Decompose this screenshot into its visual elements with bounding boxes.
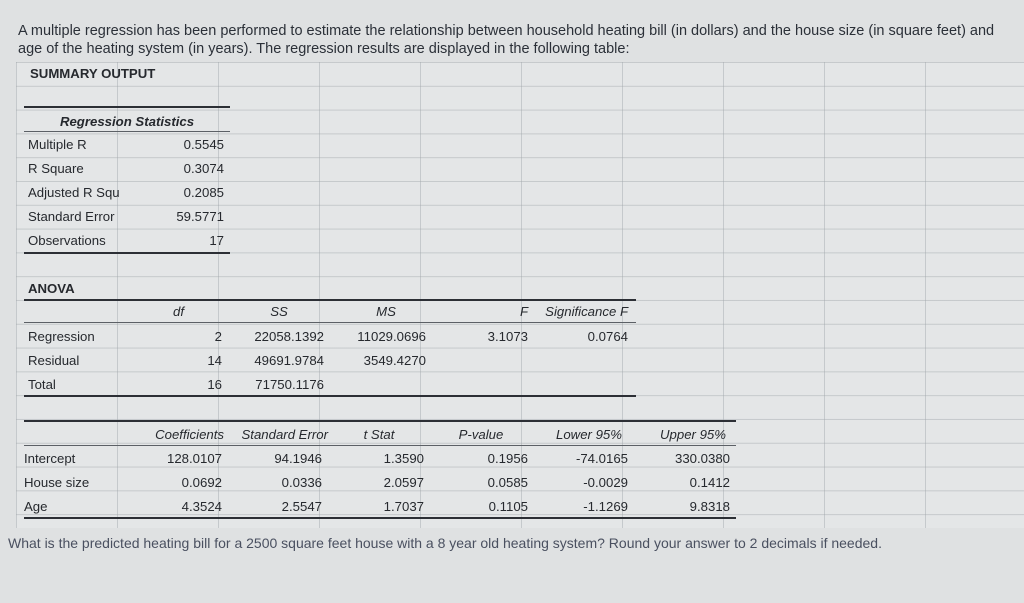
summary-title: SUMMARY OUTPUT — [30, 66, 156, 81]
coef-lower-95: -0.0029 — [583, 475, 628, 490]
coef-value: 0.0692 — [181, 475, 222, 490]
coef-top-border — [24, 420, 736, 422]
regstat-value: 17 — [209, 233, 224, 248]
regstat-value: 0.2085 — [183, 185, 224, 200]
regstats-header: Regression Statistics — [59, 114, 195, 129]
coef-p-value: 0.1105 — [488, 499, 528, 514]
anova-header-df: df — [173, 304, 184, 319]
anova-row-label: Total — [28, 377, 56, 392]
regstat-value: 0.5545 — [183, 137, 224, 152]
coef-header-border — [24, 445, 736, 446]
coef-row-label: House size — [24, 475, 90, 490]
anova-header-border — [24, 322, 636, 323]
anova-title: ANOVA — [28, 281, 75, 296]
regression-output-sheet — [16, 62, 1024, 528]
regstat-label: Adjusted R Squ — [28, 185, 120, 200]
anova-header-f: F — [519, 304, 528, 319]
coef-upper-95: 330.0380 — [674, 451, 730, 466]
coef-header-upper-95: Upper 95% — [660, 427, 726, 442]
question-text: What is the predicted heating bill for a 2500 square feet house with a 8 year old heating system? Round your answer to 2 decimals if needed. — [8, 535, 882, 551]
anova-top-border — [24, 299, 636, 301]
coef-bottom-border — [24, 517, 736, 519]
anova-bottom-border — [24, 395, 636, 397]
coef-lower-95: -74.0165 — [575, 451, 628, 466]
regstats-header-border — [24, 131, 230, 132]
coef-t-stat: 2.0597 — [383, 475, 424, 490]
coef-standard-error: 94.1946 — [274, 451, 322, 466]
coef-header-t-stat: t Stat — [363, 427, 395, 442]
regstat-value: 59.5771 — [176, 209, 224, 224]
anova-row-label: Regression — [28, 329, 95, 344]
anova-ss: 22058.1392 — [254, 329, 324, 344]
anova-df: 2 — [214, 329, 222, 344]
regstat-label: Standard Error — [28, 209, 115, 224]
regstat-label: Multiple R — [28, 137, 87, 152]
regstat-label: R Square — [28, 161, 84, 176]
regstats-bottom-border — [24, 252, 230, 254]
regstat-value: 0.3074 — [183, 161, 224, 176]
coef-row-label: Age — [24, 499, 48, 514]
anova-ss: 49691.9784 — [254, 353, 324, 368]
anova-header-ms: MS — [376, 304, 396, 319]
coef-standard-error: 2.5547 — [281, 499, 322, 514]
anova-df: 14 — [207, 353, 222, 368]
anova-header-significance-f: Significance F — [545, 304, 628, 319]
anova-ss: 71750.1176 — [255, 377, 324, 392]
coef-header-p-value: P-value — [458, 427, 504, 442]
coef-row-label: Intercept — [24, 451, 76, 466]
anova-f: 3.1073 — [487, 329, 528, 344]
coef-lower-95: -1.1269 — [583, 499, 628, 514]
coef-t-stat: 1.7037 — [383, 499, 424, 514]
coef-header-standard-error: Standard Error — [241, 427, 328, 442]
coef-value: 4.3524 — [181, 499, 222, 514]
anova-row-label: Residual — [28, 353, 80, 368]
coef-value: 128.0107 — [166, 451, 222, 466]
coef-t-stat: 1.3590 — [383, 451, 424, 466]
regstats-top-border — [24, 106, 230, 108]
coef-header-coefficients: Coefficients — [155, 427, 224, 442]
anova-header-ss: SS — [270, 304, 288, 319]
coef-p-value: 0.0585 — [487, 475, 528, 490]
coef-upper-95: 9.8318 — [689, 499, 730, 514]
anova-df: 16 — [207, 377, 222, 392]
coef-p-value: 0.1956 — [487, 451, 528, 466]
coef-header-lower-95: Lower 95% — [556, 427, 622, 442]
anova-ms: 11029.0696 — [357, 329, 426, 344]
regstat-label: Observations — [28, 233, 106, 248]
coef-standard-error: 0.0336 — [281, 475, 322, 490]
coef-upper-95: 0.1412 — [689, 475, 730, 490]
anova-significance-f: 0.0764 — [587, 329, 628, 344]
problem-statement: A multiple regression has been performed to estimate the relationship between household heating bill (in dollars) and the house size (in square feet) and age of the heating system (in years). The regression results are displayed in the following table: — [18, 23, 995, 57]
anova-ms: 3549.4270 — [363, 353, 426, 368]
